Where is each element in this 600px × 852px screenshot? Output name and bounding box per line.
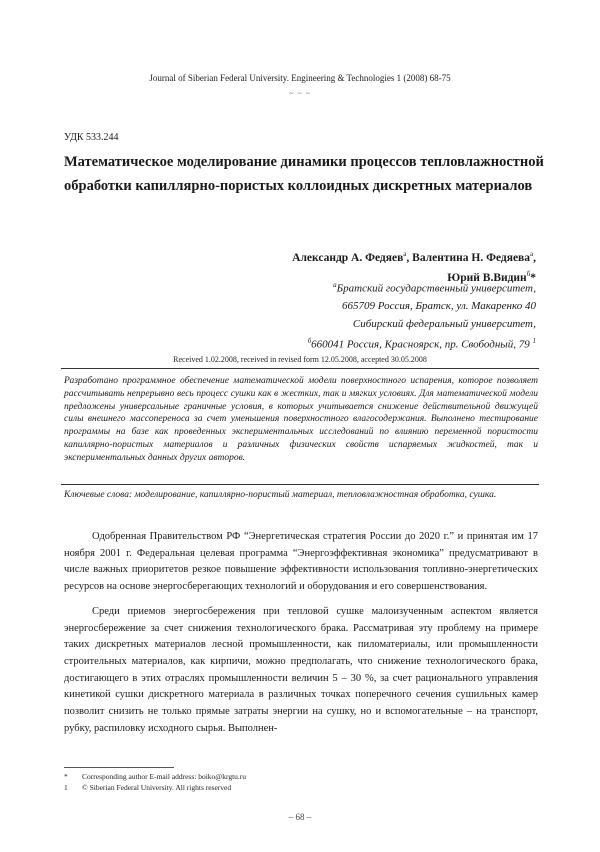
author-vidin: Юрий В.Видин	[447, 271, 527, 284]
page-number: – 68 –	[288, 812, 312, 822]
affiliation-mark: б	[307, 337, 312, 346]
paper-title: Математическое моделирование динамики процессов тепловлажностной обработки капиллярно-пористых коллоидных дискретных материалов	[64, 154, 544, 194]
footnote	[64, 771, 246, 782]
corresponding-mark: *	[530, 271, 536, 284]
affiliation-a-line-2: 665709 Россия, Братск, ул. Макаренко 40	[342, 300, 536, 313]
author-affil-mark: а	[403, 250, 407, 258]
affiliations-block	[308, 277, 536, 354]
authors-line-1	[292, 246, 536, 266]
udk-code: УДК 533.244	[64, 132, 119, 143]
footnotes	[64, 771, 246, 793]
affiliation-a-line-1	[308, 277, 536, 298]
author-fedyaev: Александр А. Федяев	[292, 251, 404, 264]
author-fedyaeva: , Валентина Н. Федяева	[406, 251, 531, 264]
footnote-mark: *	[64, 772, 68, 781]
footnote-text: Corresponding author E-mail address: boiko@krgtu.ru	[82, 772, 247, 781]
journal-header: Journal of Siberian Federal University. Engineering & Technologies 1 (2008) 68-75	[149, 73, 451, 83]
body-text	[64, 529, 538, 737]
author-affil-mark: а	[530, 250, 534, 258]
affiliation-mark: а	[333, 281, 337, 289]
body-paragraph: Среди приемов энергосбережения при тепловой сушке малоизученным аспектом является энергосбережение за счет снижения технологического брака. Рассматривая эту проблему на примере таких дискретных материалов лесной промышленности, как пиломатериалы, или промышленности строительных материалов, как кирпичи, можно предполагать, что снижение технологического брака, достигающего в этих отраслях промышленности величин 5 – 30 %, за счет рационального управления кинетикой сушки дискретного материала в различных точках поперечного сечения сушильных камер позволит снизить не только прямые затраты энергии на сушку, но и вспомогательные – на транспорт, рубку, распиловку исходного сырья. Выполнен-	[64, 605, 538, 734]
affiliation-text: 660041 Россия, Красноярск, пр. Свободный, 79	[311, 338, 530, 351]
author-separator: ,	[533, 251, 536, 264]
body-paragraph: Одобренная Правительством РФ “Энергетическая стратегия России до 2020 г.” и принятая им 17 ноября 2001 г. Федеральная целевая программа “Энергоэффективная экономика” предусматривают в числе важных приоритетов резкое повышение эффективности использования топливно-энергетических ресурсов на основе энергосберегающих технологий и оборудования и его совершенствования.	[64, 531, 538, 593]
affiliation-b-line-2	[308, 333, 536, 354]
header-ornament: ~ ~ ~	[289, 89, 311, 98]
footnote-divider	[64, 767, 174, 768]
author-affil-mark: б	[526, 269, 531, 278]
received-dates: Received 1.02.2008, received in revised form 12.05.2008, accepted 30.05.2008	[173, 355, 427, 364]
footnote-mark: 1	[64, 783, 68, 792]
affiliation-text: Братский государственный университет,	[336, 282, 536, 295]
footnote-ref: 1	[532, 337, 536, 346]
keywords: Ключевые слова: моделирование, капиллярно-пористый материал, тепловлажностная обработка, сушка.	[64, 490, 497, 500]
affiliation-b-line-1: Сибирский федеральный университет,	[352, 317, 536, 330]
footnote-text: © Siberian Federal University. All rights reserved	[82, 783, 232, 792]
footnote	[64, 782, 246, 793]
abstract: Разработано программное обеспечение математической модели поверхностного испарения, которое позволяет рассчитывать непрерывно весь процесс сушки как в жестких, так и мягких условиях. Для математической модели предложены универсальные граничные условия, в которых учитывается снижение действительной движущей силы внешнего массопереноса за счет уменьшения поверхностного влагосодержания. Выполнено тестирование программы на базе как проведенных экспериментальных исследований по влиянию переменной пористости капиллярно-пористых материалов и различных физических свойств испаряемых жидкостей, так и экспериментальных данных других авторов.	[64, 376, 538, 463]
